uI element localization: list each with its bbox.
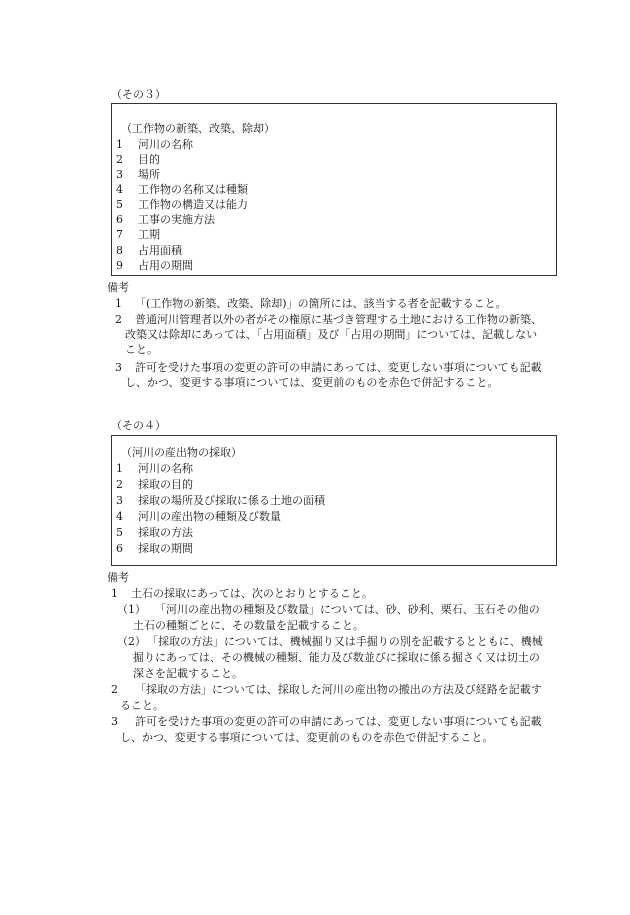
section4-item: 5 採取の方法 [116, 526, 193, 539]
section3-item: 9 占用の期間 [116, 259, 193, 272]
section4-heading: （その４） [111, 419, 166, 432]
section4-item: 1 河川の名称 [116, 462, 193, 475]
section3-item: 7 工期 [116, 228, 160, 241]
section4-item: 4 河川の産出物の種類及び数量 [116, 510, 281, 523]
section3-item: 5 工作物の構造又は能力 [116, 198, 248, 211]
section3-item: 8 占用面積 [116, 244, 182, 257]
section3-box [111, 103, 557, 276]
section3-remarks-title: 備考 [107, 281, 129, 294]
section3-item: 2 目的 [116, 153, 160, 166]
section3-item: 4 工作物の名称又は種類 [116, 183, 248, 196]
section3-item: 6 工事の実施方法 [116, 213, 215, 226]
section4-item: 3 採取の場所及び採取に係る土地の面積 [116, 494, 325, 507]
section3-item: 3 場所 [116, 168, 160, 181]
section3-box-title: （工作物の新築、改築、除却） [121, 122, 275, 135]
section4-box-title: （河川の産出物の採取） [121, 446, 242, 459]
section4-item: 6 採取の期間 [116, 542, 193, 555]
section4-remarks-title: 備考 [107, 571, 129, 584]
section4-item: 2 採取の目的 [116, 478, 193, 491]
section3-heading: （その３） [111, 88, 166, 101]
section4-box [111, 435, 557, 566]
section3-item: 1 河川の名称 [116, 138, 193, 151]
